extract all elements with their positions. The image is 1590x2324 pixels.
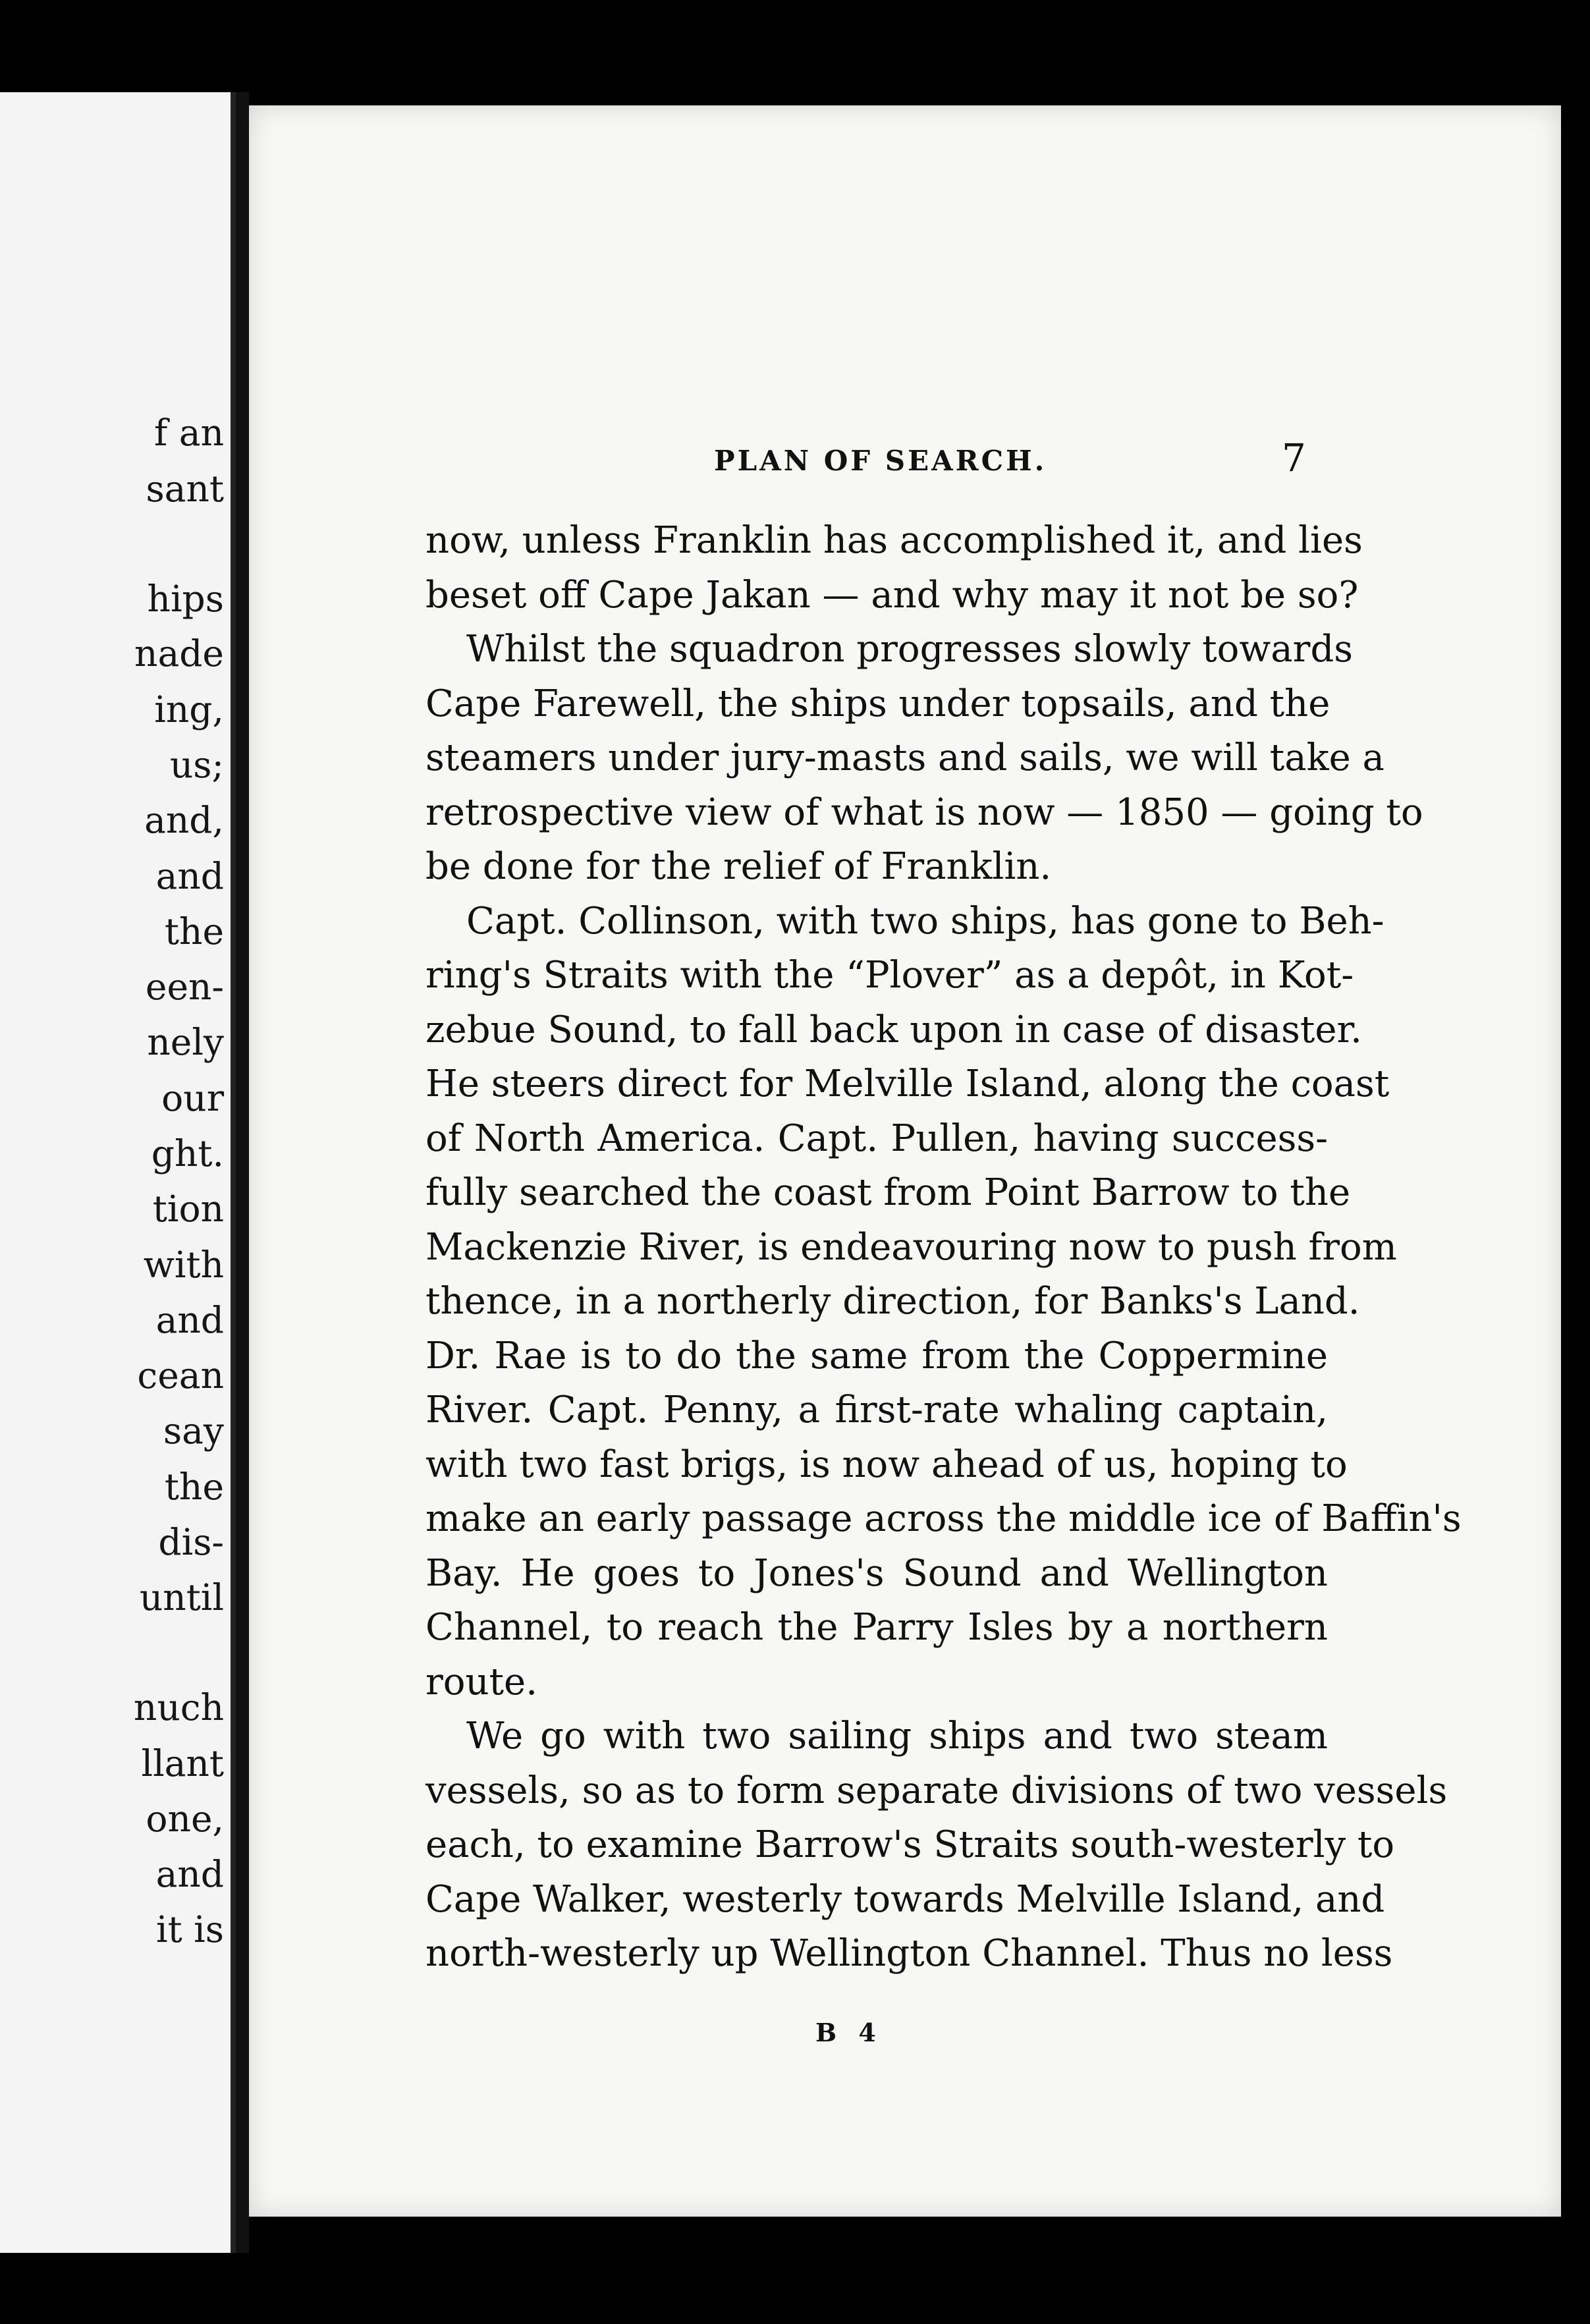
right-page bbox=[249, 105, 1561, 2217]
left-line: llant bbox=[141, 1742, 224, 1784]
left-line: one, bbox=[146, 1798, 224, 1840]
text-line: He steers direct for Melville Island, along the coast bbox=[425, 1063, 1390, 1105]
text-line: retrospective view of what is now — 1850 — going to bbox=[425, 790, 1423, 834]
left-line: dis- bbox=[158, 1521, 224, 1563]
text-line: Dr. Rae is to do the same from the Coppermine bbox=[425, 1334, 1328, 1377]
left-line: the bbox=[164, 1466, 224, 1508]
left-line: the bbox=[164, 910, 224, 953]
left-line: cean bbox=[137, 1354, 224, 1397]
text-line: fully searched the coast from Point Barrow to the bbox=[425, 1171, 1351, 1214]
left-line: nade bbox=[134, 632, 224, 675]
left-line: it is bbox=[156, 1908, 224, 1950]
left-line: f an bbox=[153, 412, 224, 454]
body-text bbox=[425, 514, 1462, 1981]
text-line: beset off Cape Jakan — and why may it not be so? bbox=[425, 573, 1359, 617]
text-line: of North America. Capt. Pullen, having success- bbox=[425, 1117, 1328, 1160]
left-line: ght. bbox=[151, 1132, 224, 1175]
text-line: north-westerly up Wellington Channel. Thus no less bbox=[425, 1932, 1393, 1975]
running-head: PLAN OF SEARCH. bbox=[714, 445, 1047, 477]
text-line: with two fast brigs, is now ahead of us, hoping to bbox=[425, 1443, 1348, 1486]
page-number: 7 bbox=[1282, 435, 1306, 480]
text-line: be done for the relief of Franklin. bbox=[425, 845, 1052, 888]
left-line: hips bbox=[147, 578, 224, 620]
text-line: Channel, to reach the Parry Isles by a northern bbox=[425, 1606, 1328, 1649]
text-line: ring's Straits with the “Plover” as a depôt, in Kot- bbox=[425, 954, 1354, 997]
text-line: steamers under jury-masts and sails, we will take a bbox=[425, 736, 1384, 779]
left-page-fragment bbox=[0, 92, 236, 2253]
left-line: een- bbox=[145, 966, 224, 1008]
left-line: and, bbox=[144, 799, 224, 841]
left-line: our bbox=[161, 1077, 224, 1119]
text-line: Bay. He goes to Jones's Sound and Wellington bbox=[425, 1551, 1328, 1595]
left-line: nely bbox=[147, 1021, 224, 1063]
text-line: zebue Sound, to fall back upon in case of disaster. bbox=[425, 1008, 1362, 1051]
text-line: River. Capt. Penny, a first-rate whaling captain, bbox=[425, 1389, 1328, 1431]
left-line: tion bbox=[152, 1188, 224, 1230]
text-line: make an early passage across the middle ice of Baffin's bbox=[425, 1497, 1462, 1540]
text-line: now, unless Franklin has accomplished it, and lies bbox=[425, 519, 1363, 562]
text-line: route. bbox=[425, 1660, 537, 1703]
text-line: each, to examine Barrow's Straits south-westerly to bbox=[425, 1823, 1395, 1866]
left-line: say bbox=[163, 1410, 224, 1452]
left-line: us; bbox=[169, 744, 224, 786]
left-line: with bbox=[143, 1244, 224, 1286]
left-line: ing, bbox=[154, 688, 224, 731]
left-line: sant bbox=[146, 468, 224, 510]
text-line: thence, in a northerly direction, for Banks's Land. bbox=[425, 1280, 1360, 1323]
text-line: Whilst the squadron progresses slowly towards bbox=[466, 628, 1354, 671]
signature-mark: B 4 bbox=[815, 2018, 883, 2047]
text-line: Cape Walker, westerly towards Melville Island, and bbox=[425, 1877, 1385, 1921]
text-line: Capt. Collinson, with two ships, has gone to Beh- bbox=[466, 899, 1384, 943]
left-line: nuch bbox=[133, 1686, 224, 1729]
text-line: vessels, so as to form separate divisions of two vessels bbox=[425, 1769, 1448, 1812]
text-line: Cape Farewell, the ships under topsails, and the bbox=[425, 682, 1330, 725]
text-line: Mackenzie River, is endeavouring now to push from bbox=[425, 1225, 1397, 1269]
book-gutter bbox=[236, 92, 249, 2253]
left-line: and bbox=[155, 855, 224, 897]
left-line: and bbox=[155, 1299, 224, 1341]
left-line: and bbox=[155, 1853, 224, 1895]
left-line: until bbox=[139, 1576, 224, 1618]
text-line: We go with two sailing ships and two steam bbox=[466, 1715, 1328, 1757]
